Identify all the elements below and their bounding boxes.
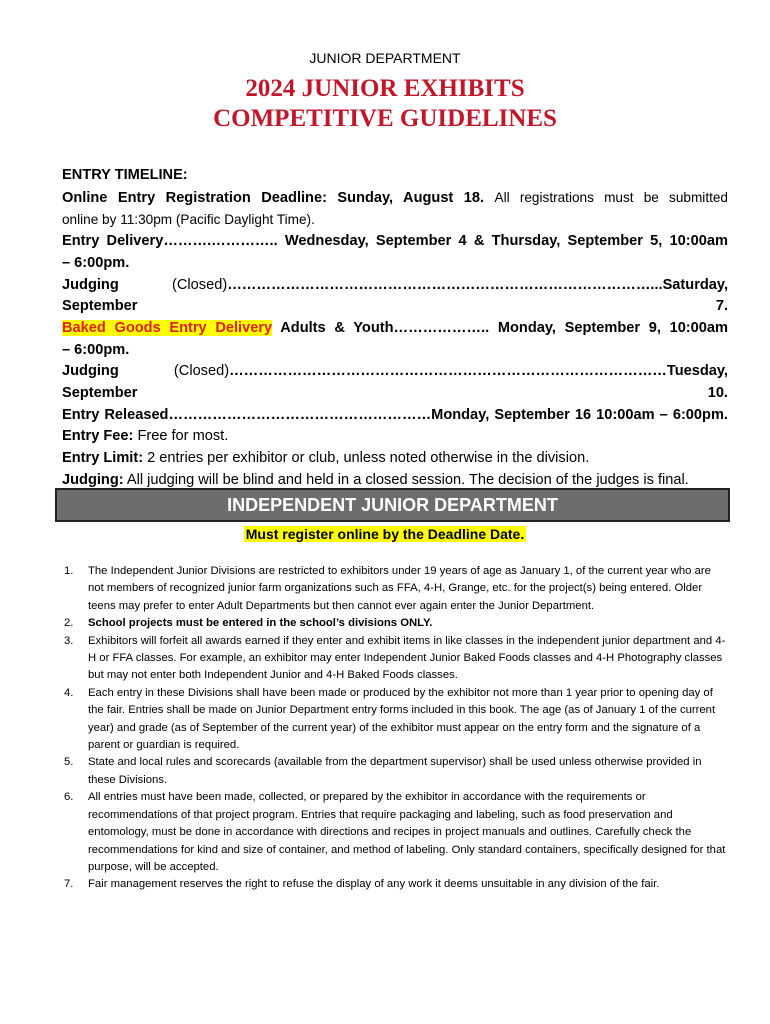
judging-date: ……………………………………………………………………………...Saturday, September 7.	[62, 276, 728, 315]
rule-item	[62, 615, 726, 632]
rules-list	[62, 563, 726, 894]
entry-released: Entry Released………………………………………………Monday, September 16 10:00am – 6:00pm.	[62, 406, 728, 423]
baked-goods-cont: – 6:00pm.	[62, 341, 130, 358]
judging-note-value: All judging will be blind and held in a closed session. The decision of the judges is final.	[126, 471, 689, 488]
timeline-heading: ENTRY TIMELINE:	[62, 167, 188, 183]
rule-item	[62, 789, 726, 876]
entry-limit-value: 2 entries per exhibitor or club, unless noted otherwise in the division.	[147, 450, 590, 467]
rule-number: 7.	[64, 878, 74, 891]
section-banner: INDEPENDENT JUNIOR DEPARTMENT	[55, 488, 730, 522]
baked-goods-row	[62, 318, 728, 340]
judging-label: Judging	[62, 363, 119, 380]
judging-note-label: Judging:	[62, 471, 124, 488]
judging-row-1	[62, 275, 728, 318]
rule-number: 1.	[64, 565, 74, 577]
rule-item	[62, 633, 726, 685]
rule-text: Each entry in these Divisions shall have been made or produced by the exhibitor not more than 1 year prior to opening day of the fair. Entries shall be made on Junior Department entry forms included in this book. The age (as of January 1 of the current year) and grade (as of September of the current year) of the exhibitor must appear on the entry form and the signature of a parent or guardian is required.	[88, 686, 716, 752]
judging-label: Judging	[62, 276, 119, 293]
rule-number: 5.	[64, 756, 74, 769]
page-title	[0, 74, 770, 134]
rule-text: All entries must have been made, collected, or prepared by the exhibitor in accordance with the requirements or recommendations of that project program. Entries that require packaging and labeling, such as food preservation and entomology, must be done in accordance with directions and recipes in project manuals and outlines. Carefully check the recommendations for kind and size of container, and method of labeling. Only standard containers, specifically designed for that purpose, will be accepted.	[88, 791, 726, 873]
judging-row-2	[62, 361, 728, 404]
rule-number: 6.	[64, 791, 74, 804]
rule-number: 3.	[64, 634, 74, 647]
baked-goods-date: Adults & Youth……………….. Monday, September 9, 10:00am	[272, 319, 728, 336]
rule-number: 2.	[64, 617, 74, 630]
judging-date: ………………………………………………………………………………Tuesday, September 10.	[62, 363, 728, 402]
entry-fee-label: Entry Fee:	[62, 428, 134, 445]
judging-paren: (Closed)	[173, 363, 230, 380]
rule-item	[62, 685, 726, 755]
baked-goods-label: Baked Goods Entry Delivery	[62, 319, 273, 336]
rule-text: School projects must be entered in the school’s divisions ONLY.	[88, 617, 433, 630]
entry-limit	[62, 448, 728, 470]
rule-text: Exhibitors will forfeit all awards earned if they enter and exhibit items in like classes in the independent junior department and 4-H or FFA classes. For example, an exhibitor may enter Independent Junior Baked Foods classes and 4-H Photography classes but may not enter both Independent Junior and 4-H Baked Foods classes.	[88, 634, 726, 682]
entry-limit-label: Entry Limit:	[62, 450, 144, 467]
registration-label: Online Entry Registration Deadline: Sunday, August 18.	[62, 189, 485, 206]
title-line-1: 2024 JUNIOR EXHIBITS	[245, 75, 525, 102]
entry-delivery-cont: – 6:00pm.	[62, 254, 130, 271]
deadline-notice-text: Must register online by the Deadline Date.	[245, 526, 525, 542]
registration-note-cont: online by 11:30pm (Pacific Daylight Time).	[62, 212, 315, 228]
title-line-2: COMPETITIVE GUIDELINES	[213, 105, 557, 132]
registration-note: All registrations must be submitted	[494, 189, 728, 205]
judging-paren: (Closed)	[172, 276, 228, 293]
rule-item	[62, 754, 726, 789]
entry-delivery: Entry Delivery……….………….. Wednesday, September 4 & Thursday, September 5, 10:00am	[62, 233, 728, 250]
entry-fee-value: Free for most.	[137, 428, 229, 445]
rule-item	[62, 876, 726, 893]
entry-fee	[62, 426, 728, 448]
rule-text: Fair management reserves the right to refuse the display of any work it deems unsuitable in any division of the fair.	[88, 878, 660, 891]
registration-deadline	[62, 187, 728, 210]
rule-item	[62, 563, 726, 615]
department-label: JUNIOR DEPARTMENT	[309, 50, 461, 66]
entry-timeline	[62, 165, 728, 492]
rule-text: The Independent Junior Divisions are restricted to exhibitors under 19 years of age as January 1, of the current year who are not members of recognized junior farm organizations such as FFA, 4-H, Grange, etc. for the project(s) being entered. Older teens may prefer to enter Adult Departments but then cannot ever again enter the Junior Department.	[88, 565, 711, 612]
rule-text: State and local rules and scorecards (available from the department supervisor) shall be used unless otherwise provided in these Divisions.	[88, 756, 702, 786]
rule-number: 4.	[64, 686, 74, 699]
deadline-notice	[0, 524, 770, 544]
